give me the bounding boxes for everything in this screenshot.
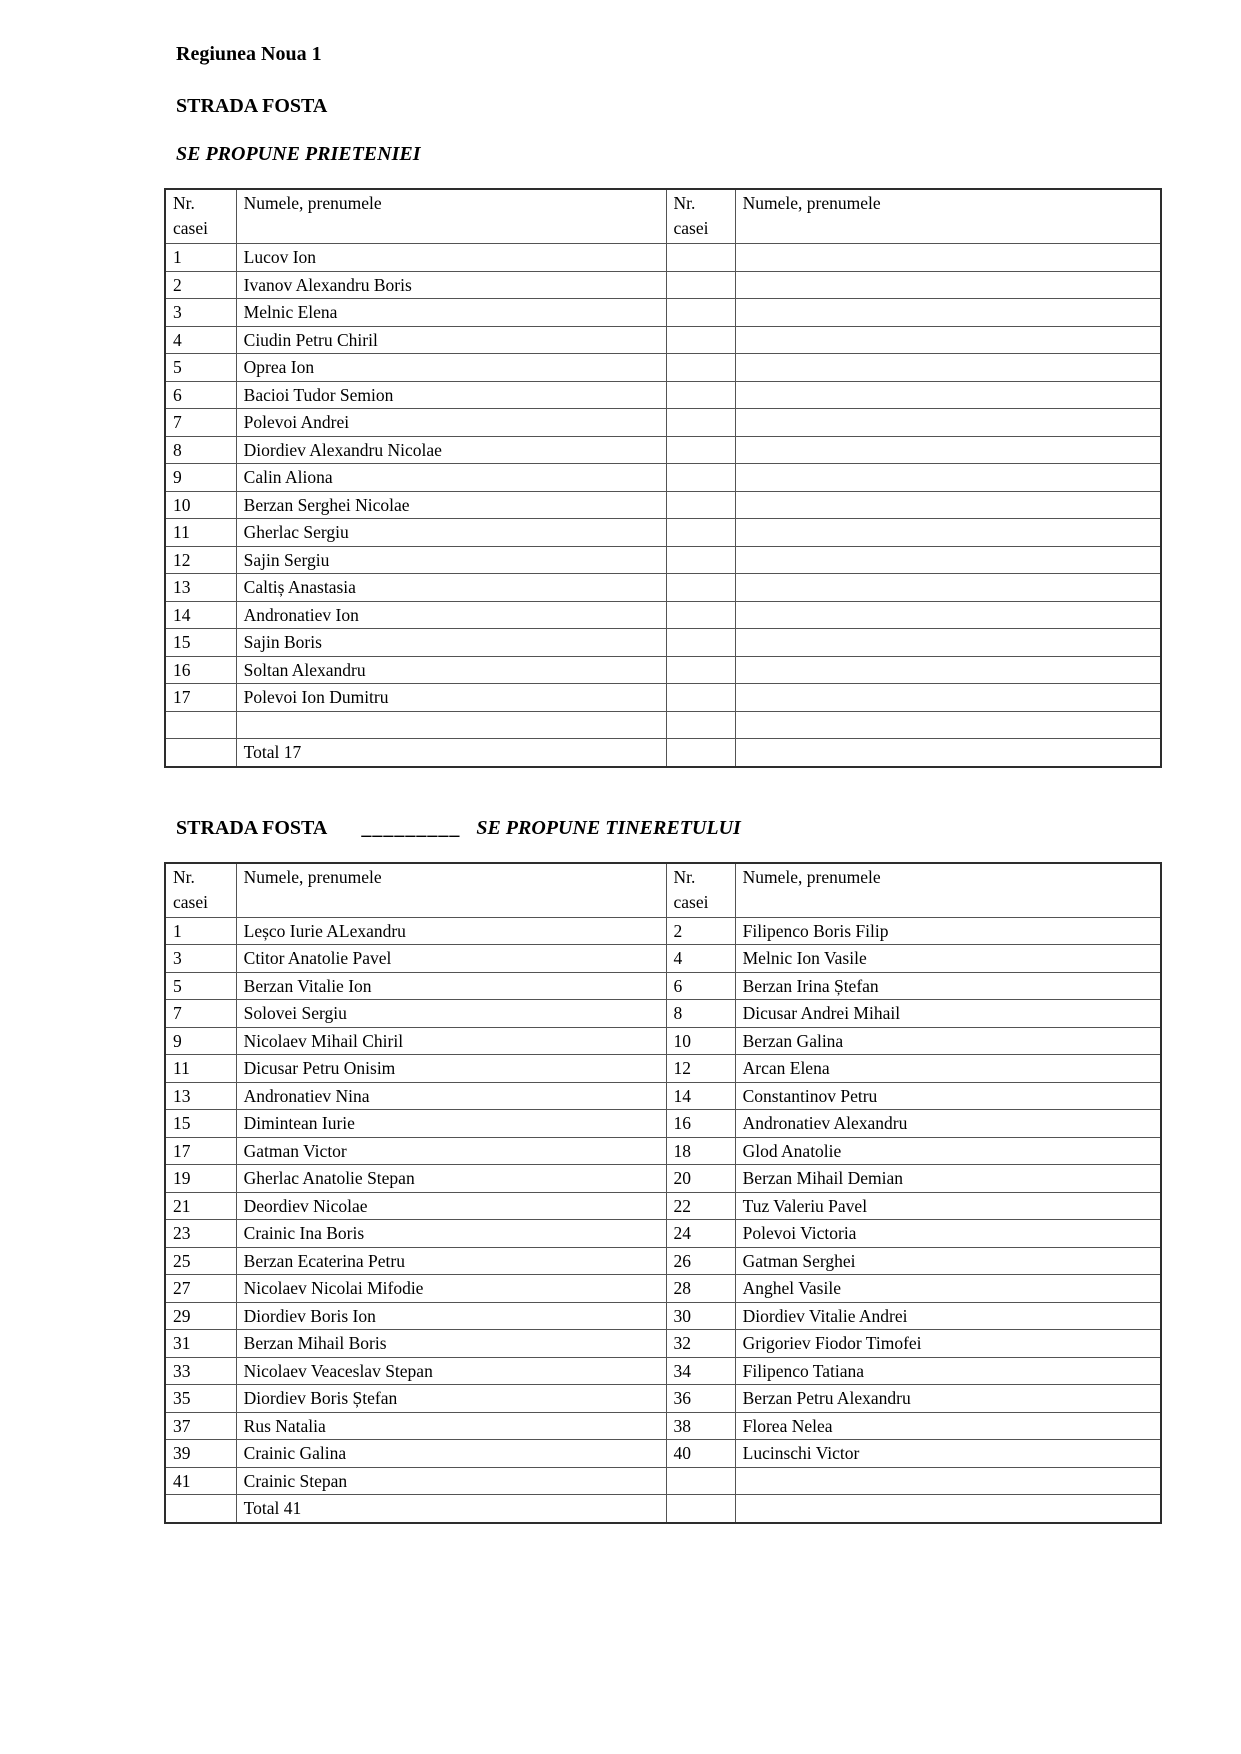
cell-name-left: Sajin Sergiu: [236, 546, 666, 574]
cell-house-number-left: 8: [165, 436, 236, 464]
cell-house-number-left: 16: [165, 656, 236, 684]
header-name-right: Numele, prenumele: [735, 863, 1161, 918]
cell-name-left: Dimintean Iurie: [236, 1110, 666, 1138]
cell-name-left: Calin Aliona: [236, 464, 666, 492]
cell-house-number-right: [666, 574, 735, 602]
cell-name-left: Polevoi Ion Dumitru: [236, 684, 666, 712]
cell-name-left: Lucov Ion: [236, 244, 666, 272]
cell-name-left: Berzan Mihail Boris: [236, 1330, 666, 1358]
cell-house-number-left: 6: [165, 381, 236, 409]
table-header-row: [165, 189, 1161, 244]
cell-name-right: [735, 1467, 1161, 1495]
header-house-number-right: Nr. casei: [666, 863, 735, 918]
table-row: [165, 1082, 1161, 1110]
cell-house-number-left: 31: [165, 1330, 236, 1358]
table-row: [165, 972, 1161, 1000]
cell-name-right: Gatman Serghei: [735, 1247, 1161, 1275]
table-row: [165, 629, 1161, 657]
table-row: [165, 656, 1161, 684]
cell-name-left: Andronatiev Ion: [236, 601, 666, 629]
table-row: [165, 491, 1161, 519]
cell-name-left: Berzan Serghei Nicolae: [236, 491, 666, 519]
roster-table-prieteniei: [164, 188, 1162, 768]
table-row: [165, 1192, 1161, 1220]
cell-name-right: Arcan Elena: [735, 1055, 1161, 1083]
table-row: [165, 299, 1161, 327]
cell-house-number-right: [666, 656, 735, 684]
cell-house-number-right: 2: [666, 917, 735, 945]
cell-name-left: Berzan Vitalie Ion: [236, 972, 666, 1000]
cell-name-left: Andronatiev Nina: [236, 1082, 666, 1110]
cell-name-left: Rus Natalia: [236, 1412, 666, 1440]
cell-house-number-right: 10: [666, 1027, 735, 1055]
table-row: [165, 326, 1161, 354]
section1-street-heading: STRADA FOSTA: [176, 95, 328, 117]
cell-house-number-left: 5: [165, 972, 236, 1000]
table-row: [165, 1055, 1161, 1083]
section1-proposal-heading: SE PROPUNE PRIETENIEI: [176, 143, 421, 165]
cell-name-left: Gherlac Sergiu: [236, 519, 666, 547]
cell-name-right: [735, 244, 1161, 272]
cell-name-right: Tuz Valeriu Pavel: [735, 1192, 1161, 1220]
cell-name-left: Nicolaev Mihail Chiril: [236, 1027, 666, 1055]
cell-name-left: Total 41: [236, 1495, 666, 1523]
table-row: [165, 1165, 1161, 1193]
cell-house-number-left: 39: [165, 1440, 236, 1468]
cell-name-right: [735, 546, 1161, 574]
cell-name-right: Florea Nelea: [735, 1412, 1161, 1440]
cell-house-number-left: 33: [165, 1357, 236, 1385]
table-row: [165, 1275, 1161, 1303]
cell-house-number-right: [666, 1495, 735, 1523]
cell-house-number-right: [666, 546, 735, 574]
header-house-number-left: Nr. casei: [165, 863, 236, 918]
table-row: [165, 1330, 1161, 1358]
cell-name-right: Berzan Mihail Demian: [735, 1165, 1161, 1193]
cell-house-number-left: 12: [165, 546, 236, 574]
table-row: [165, 1467, 1161, 1495]
cell-house-number-left: 4: [165, 326, 236, 354]
cell-house-number-left: [165, 739, 236, 767]
table-row: [165, 1495, 1161, 1523]
cell-house-number-right: [666, 271, 735, 299]
table-row: [165, 436, 1161, 464]
cell-name-right: Grigoriev Fiodor Timofei: [735, 1330, 1161, 1358]
table-row: [165, 1357, 1161, 1385]
cell-name-left: [236, 711, 666, 739]
table-row: [165, 546, 1161, 574]
cell-name-left: Polevoi Andrei: [236, 409, 666, 437]
table-row: [165, 409, 1161, 437]
header-name-left: Numele, prenumele: [236, 189, 666, 244]
cell-house-number-right: [666, 326, 735, 354]
cell-name-right: [735, 409, 1161, 437]
cell-name-right: Filipenco Boris Filip: [735, 917, 1161, 945]
cell-name-right: Berzan Petru Alexandru: [735, 1385, 1161, 1413]
cell-name-right: Filipenco Tatiana: [735, 1357, 1161, 1385]
header-house-number-left: Nr. casei: [165, 189, 236, 244]
cell-house-number-right: 32: [666, 1330, 735, 1358]
cell-house-number-right: 28: [666, 1275, 735, 1303]
roster-table-tineretului: [164, 862, 1162, 1524]
cell-house-number-left: 1: [165, 244, 236, 272]
cell-house-number-right: 38: [666, 1412, 735, 1440]
cell-house-number-right: 16: [666, 1110, 735, 1138]
cell-name-left: Ciudin Petru Chiril: [236, 326, 666, 354]
cell-house-number-right: 30: [666, 1302, 735, 1330]
cell-name-left: Sajin Boris: [236, 629, 666, 657]
cell-name-right: Diordiev Vitalie Andrei: [735, 1302, 1161, 1330]
cell-house-number-right: 40: [666, 1440, 735, 1468]
table-row: [165, 684, 1161, 712]
table-row: [165, 1137, 1161, 1165]
cell-name-right: [735, 629, 1161, 657]
table-row: [165, 945, 1161, 973]
cell-house-number-left: 3: [165, 299, 236, 327]
cell-house-number-left: 11: [165, 519, 236, 547]
cell-name-left: Solovei Sergiu: [236, 1000, 666, 1028]
section2-blank-line: _________: [361, 816, 461, 839]
page-title: Regiunea Noua 1: [176, 43, 322, 65]
cell-name-right: Glod Anatolie: [735, 1137, 1161, 1165]
cell-house-number-right: 8: [666, 1000, 735, 1028]
cell-house-number-left: 11: [165, 1055, 236, 1083]
table-row: [165, 519, 1161, 547]
cell-name-left: Ivanov Alexandru Boris: [236, 271, 666, 299]
cell-name-left: Crainic Galina: [236, 1440, 666, 1468]
cell-house-number-right: [666, 739, 735, 767]
header-house-number-right: Nr. casei: [666, 189, 735, 244]
cell-house-number-right: 22: [666, 1192, 735, 1220]
cell-name-right: [735, 271, 1161, 299]
cell-name-right: [735, 491, 1161, 519]
cell-name-left: Ctitor Anatolie Pavel: [236, 945, 666, 973]
table-row: [165, 1385, 1161, 1413]
cell-house-number-left: 19: [165, 1165, 236, 1193]
cell-name-right: Anghel Vasile: [735, 1275, 1161, 1303]
cell-name-left: Bacioi Tudor Semion: [236, 381, 666, 409]
cell-house-number-left: 17: [165, 1137, 236, 1165]
table-row: [165, 354, 1161, 382]
cell-name-right: Dicusar Andrei Mihail: [735, 1000, 1161, 1028]
section2-proposal-heading: SE PROPUNE TINERETULUI: [476, 816, 741, 839]
cell-house-number-right: [666, 299, 735, 327]
cell-house-number-left: 9: [165, 1027, 236, 1055]
cell-house-number-left: 2: [165, 271, 236, 299]
table-row: [165, 1412, 1161, 1440]
section2-street-heading: STRADA FOSTA: [176, 816, 328, 839]
cell-name-right: [735, 684, 1161, 712]
cell-house-number-right: 34: [666, 1357, 735, 1385]
cell-house-number-right: [666, 711, 735, 739]
cell-house-number-right: 18: [666, 1137, 735, 1165]
cell-house-number-left: 35: [165, 1385, 236, 1413]
cell-house-number-left: [165, 1495, 236, 1523]
cell-name-right: [735, 299, 1161, 327]
header-name-right: Numele, prenumele: [735, 189, 1161, 244]
cell-house-number-left: 10: [165, 491, 236, 519]
cell-name-right: [735, 711, 1161, 739]
table-row: [165, 464, 1161, 492]
section2-heading: [176, 816, 1241, 840]
table-header-row: [165, 863, 1161, 918]
cell-house-number-left: 27: [165, 1275, 236, 1303]
header-name-left: Numele, prenumele: [236, 863, 666, 918]
cell-name-left: Nicolaev Veaceslav Stepan: [236, 1357, 666, 1385]
cell-house-number-right: 20: [666, 1165, 735, 1193]
cell-name-left: Diordiev Boris Ștefan: [236, 1385, 666, 1413]
cell-house-number-left: 41: [165, 1467, 236, 1495]
cell-name-left: Gatman Victor: [236, 1137, 666, 1165]
table-row: [165, 381, 1161, 409]
table-row: [165, 574, 1161, 602]
cell-name-right: Lucinschi Victor: [735, 1440, 1161, 1468]
cell-name-left: Crainic Ina Boris: [236, 1220, 666, 1248]
cell-house-number-right: [666, 684, 735, 712]
cell-house-number-left: 15: [165, 1110, 236, 1138]
cell-name-right: [735, 601, 1161, 629]
cell-name-left: Diordiev Boris Ion: [236, 1302, 666, 1330]
cell-house-number-left: 17: [165, 684, 236, 712]
cell-house-number-left: 1: [165, 917, 236, 945]
cell-house-number-right: 14: [666, 1082, 735, 1110]
table-row: [165, 244, 1161, 272]
cell-house-number-right: [666, 354, 735, 382]
cell-name-left: Caltiș Anastasia: [236, 574, 666, 602]
cell-house-number-right: [666, 601, 735, 629]
cell-name-left: Melnic Elena: [236, 299, 666, 327]
cell-name-left: Nicolaev Nicolai Mifodie: [236, 1275, 666, 1303]
cell-house-number-right: 36: [666, 1385, 735, 1413]
cell-house-number-right: [666, 629, 735, 657]
cell-name-left: Leșco Iurie ALexandru: [236, 917, 666, 945]
cell-name-left: Total 17: [236, 739, 666, 767]
table-row: [165, 1440, 1161, 1468]
table-row: [165, 1220, 1161, 1248]
cell-house-number-left: 29: [165, 1302, 236, 1330]
cell-house-number-right: 6: [666, 972, 735, 1000]
cell-name-right: Constantinov Petru: [735, 1082, 1161, 1110]
cell-name-right: [735, 381, 1161, 409]
cell-name-left: Gherlac Anatolie Stepan: [236, 1165, 666, 1193]
cell-house-number-right: [666, 409, 735, 437]
cell-house-number-right: [666, 491, 735, 519]
cell-house-number-left: 7: [165, 409, 236, 437]
table-row: [165, 1110, 1161, 1138]
cell-house-number-left: 3: [165, 945, 236, 973]
cell-house-number-left: 13: [165, 574, 236, 602]
cell-house-number-left: 25: [165, 1247, 236, 1275]
cell-house-number-left: 37: [165, 1412, 236, 1440]
cell-name-left: Deordiev Nicolae: [236, 1192, 666, 1220]
cell-house-number-left: 7: [165, 1000, 236, 1028]
cell-house-number-right: 26: [666, 1247, 735, 1275]
table-row: [165, 1027, 1161, 1055]
cell-name-left: Berzan Ecaterina Petru: [236, 1247, 666, 1275]
cell-house-number-left: 5: [165, 354, 236, 382]
cell-house-number-left: [165, 711, 236, 739]
cell-name-right: Polevoi Victoria: [735, 1220, 1161, 1248]
cell-name-right: [735, 1495, 1161, 1523]
cell-house-number-right: 24: [666, 1220, 735, 1248]
cell-house-number-left: 21: [165, 1192, 236, 1220]
cell-house-number-right: [666, 244, 735, 272]
cell-house-number-right: [666, 464, 735, 492]
table-row: [165, 271, 1161, 299]
cell-house-number-left: 23: [165, 1220, 236, 1248]
cell-name-left: Diordiev Alexandru Nicolae: [236, 436, 666, 464]
cell-name-right: Berzan Irina Ștefan: [735, 972, 1161, 1000]
cell-name-right: Berzan Galina: [735, 1027, 1161, 1055]
table-row: [165, 711, 1161, 739]
cell-house-number-right: 4: [666, 945, 735, 973]
cell-name-left: Soltan Alexandru: [236, 656, 666, 684]
cell-name-right: [735, 354, 1161, 382]
table-row: [165, 739, 1161, 767]
cell-name-right: [735, 739, 1161, 767]
cell-house-number-left: 14: [165, 601, 236, 629]
cell-name-right: [735, 656, 1161, 684]
cell-name-right: [735, 574, 1161, 602]
cell-name-left: Dicusar Petru Onisim: [236, 1055, 666, 1083]
table-row: [165, 1000, 1161, 1028]
cell-house-number-right: 12: [666, 1055, 735, 1083]
table-row: [165, 601, 1161, 629]
cell-name-right: Melnic Ion Vasile: [735, 945, 1161, 973]
cell-name-left: Oprea Ion: [236, 354, 666, 382]
cell-house-number-right: [666, 436, 735, 464]
table-row: [165, 917, 1161, 945]
cell-house-number-right: [666, 381, 735, 409]
cell-name-right: [735, 519, 1161, 547]
cell-house-number-right: [666, 1467, 735, 1495]
table-row: [165, 1302, 1161, 1330]
cell-house-number-left: 15: [165, 629, 236, 657]
cell-name-right: [735, 326, 1161, 354]
cell-house-number-left: 9: [165, 464, 236, 492]
cell-house-number-left: 13: [165, 1082, 236, 1110]
table-row: [165, 1247, 1161, 1275]
cell-name-right: [735, 464, 1161, 492]
cell-name-right: [735, 436, 1161, 464]
cell-name-left: Crainic Stepan: [236, 1467, 666, 1495]
cell-name-right: Andronatiev Alexandru: [735, 1110, 1161, 1138]
cell-house-number-right: [666, 519, 735, 547]
